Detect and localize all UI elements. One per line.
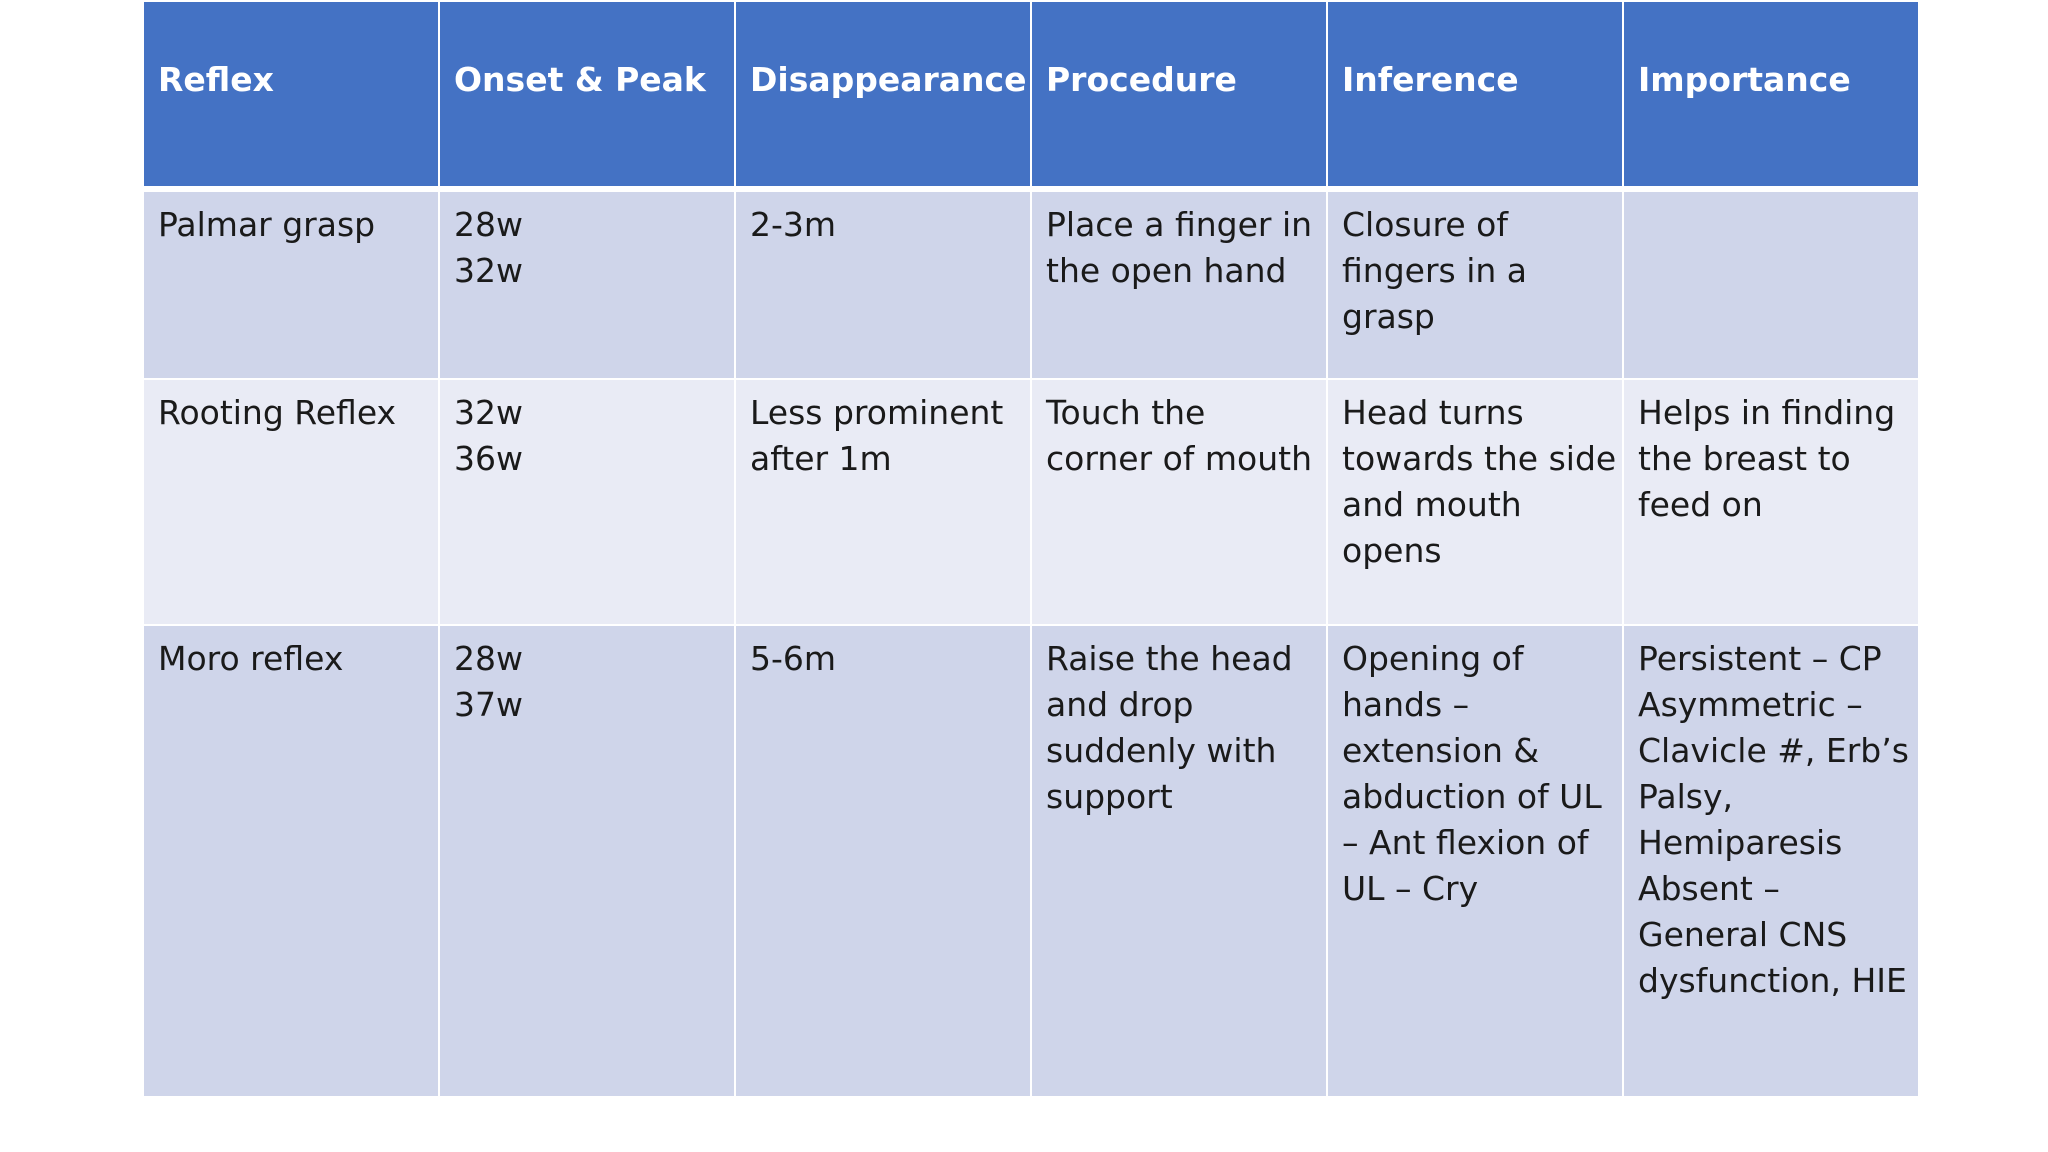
cell-line: Place a finger in [1046, 205, 1313, 244]
cell-procedure [1031, 625, 1327, 1097]
cell-disappearance [735, 625, 1031, 1097]
cell-line: Moro reflex [158, 639, 344, 678]
cell-inference [1327, 189, 1623, 379]
cell-inference [1327, 379, 1623, 625]
cell-onset-peak [439, 379, 735, 625]
cell-inference [1327, 625, 1623, 1097]
cell-line: Clavicle #, Erb’s [1638, 731, 1909, 770]
table-header [143, 1, 1919, 189]
cell-line: and drop [1046, 685, 1194, 724]
table-row [143, 625, 1919, 1097]
cell-line: towards the side [1342, 439, 1617, 478]
cell-line: dysfunction, HIE [1638, 961, 1907, 1000]
cell-line: General CNS [1638, 915, 1848, 954]
cell-line: Absent – [1638, 869, 1780, 908]
cell-line: the breast to [1638, 439, 1851, 478]
cell-procedure [1031, 379, 1327, 625]
cell-line: Helps in finding [1638, 393, 1896, 432]
header-importance: Importance [1623, 1, 1919, 189]
cell-line: Palmar grasp [158, 205, 376, 244]
cell-line: 36w [454, 439, 523, 478]
cell-line: 32w [454, 393, 523, 432]
cell-line: and mouth [1342, 485, 1522, 524]
header-disappearance: Disappearance [735, 1, 1031, 189]
cell-line: 5-6m [750, 639, 837, 678]
cell-line: – Ant flexion of [1342, 823, 1589, 862]
cell-procedure [1031, 189, 1327, 379]
cell-line: Palsy, [1638, 777, 1734, 816]
header-row [143, 1, 1919, 189]
cell-line: hands – [1342, 685, 1470, 724]
cell-line: Head turns [1342, 393, 1524, 432]
cell-line: extension & [1342, 731, 1540, 770]
cell-onset-peak [439, 189, 735, 379]
cell-line: suddenly with [1046, 731, 1277, 770]
cell-line: Touch the [1046, 393, 1206, 432]
cell-line: fingers in a [1342, 251, 1527, 290]
cell-onset-peak [439, 625, 735, 1097]
cell-line: after 1m [750, 439, 892, 478]
table-body [143, 189, 1919, 1097]
reflex-table [142, 0, 1920, 1098]
cell-line: Asymmetric – [1638, 685, 1863, 724]
cell-line: 28w [454, 639, 523, 678]
cell-line: opens [1342, 531, 1442, 570]
cell-line: Hemiparesis [1638, 823, 1843, 862]
table-row [143, 379, 1919, 625]
cell-disappearance [735, 189, 1031, 379]
cell-disappearance [735, 379, 1031, 625]
header-inference: Inference [1327, 1, 1623, 189]
cell-line: Rooting Reflex [158, 393, 397, 432]
cell-line: support [1046, 777, 1173, 816]
cell-line: 32w [454, 251, 523, 290]
header-procedure: Procedure [1031, 1, 1327, 189]
cell-line: Less prominent [750, 393, 1004, 432]
cell-reflex [143, 379, 439, 625]
header-reflex: Reflex [143, 1, 439, 189]
cell-line: abduction of UL [1342, 777, 1602, 816]
cell-line: Closure of [1342, 205, 1508, 244]
cell-importance [1623, 625, 1919, 1097]
cell-line: Opening of [1342, 639, 1524, 678]
cell-reflex [143, 625, 439, 1097]
cell-importance [1623, 189, 1919, 379]
cell-line: 28w [454, 205, 523, 244]
cell-line: Raise the head [1046, 639, 1293, 678]
cell-importance [1623, 379, 1919, 625]
cell-line: corner of mouth [1046, 439, 1312, 478]
header-onset-peak: Onset & Peak [439, 1, 735, 189]
table-row [143, 189, 1919, 379]
cell-line: the open hand [1046, 251, 1287, 290]
cell-line: UL – Cry [1342, 869, 1479, 908]
cell-line: 2-3m [750, 205, 837, 244]
cell-reflex [143, 189, 439, 379]
cell-line: grasp [1342, 297, 1435, 336]
cell-line: Persistent – CP [1638, 639, 1882, 678]
cell-line: 37w [454, 685, 523, 724]
cell-line: feed on [1638, 485, 1763, 524]
